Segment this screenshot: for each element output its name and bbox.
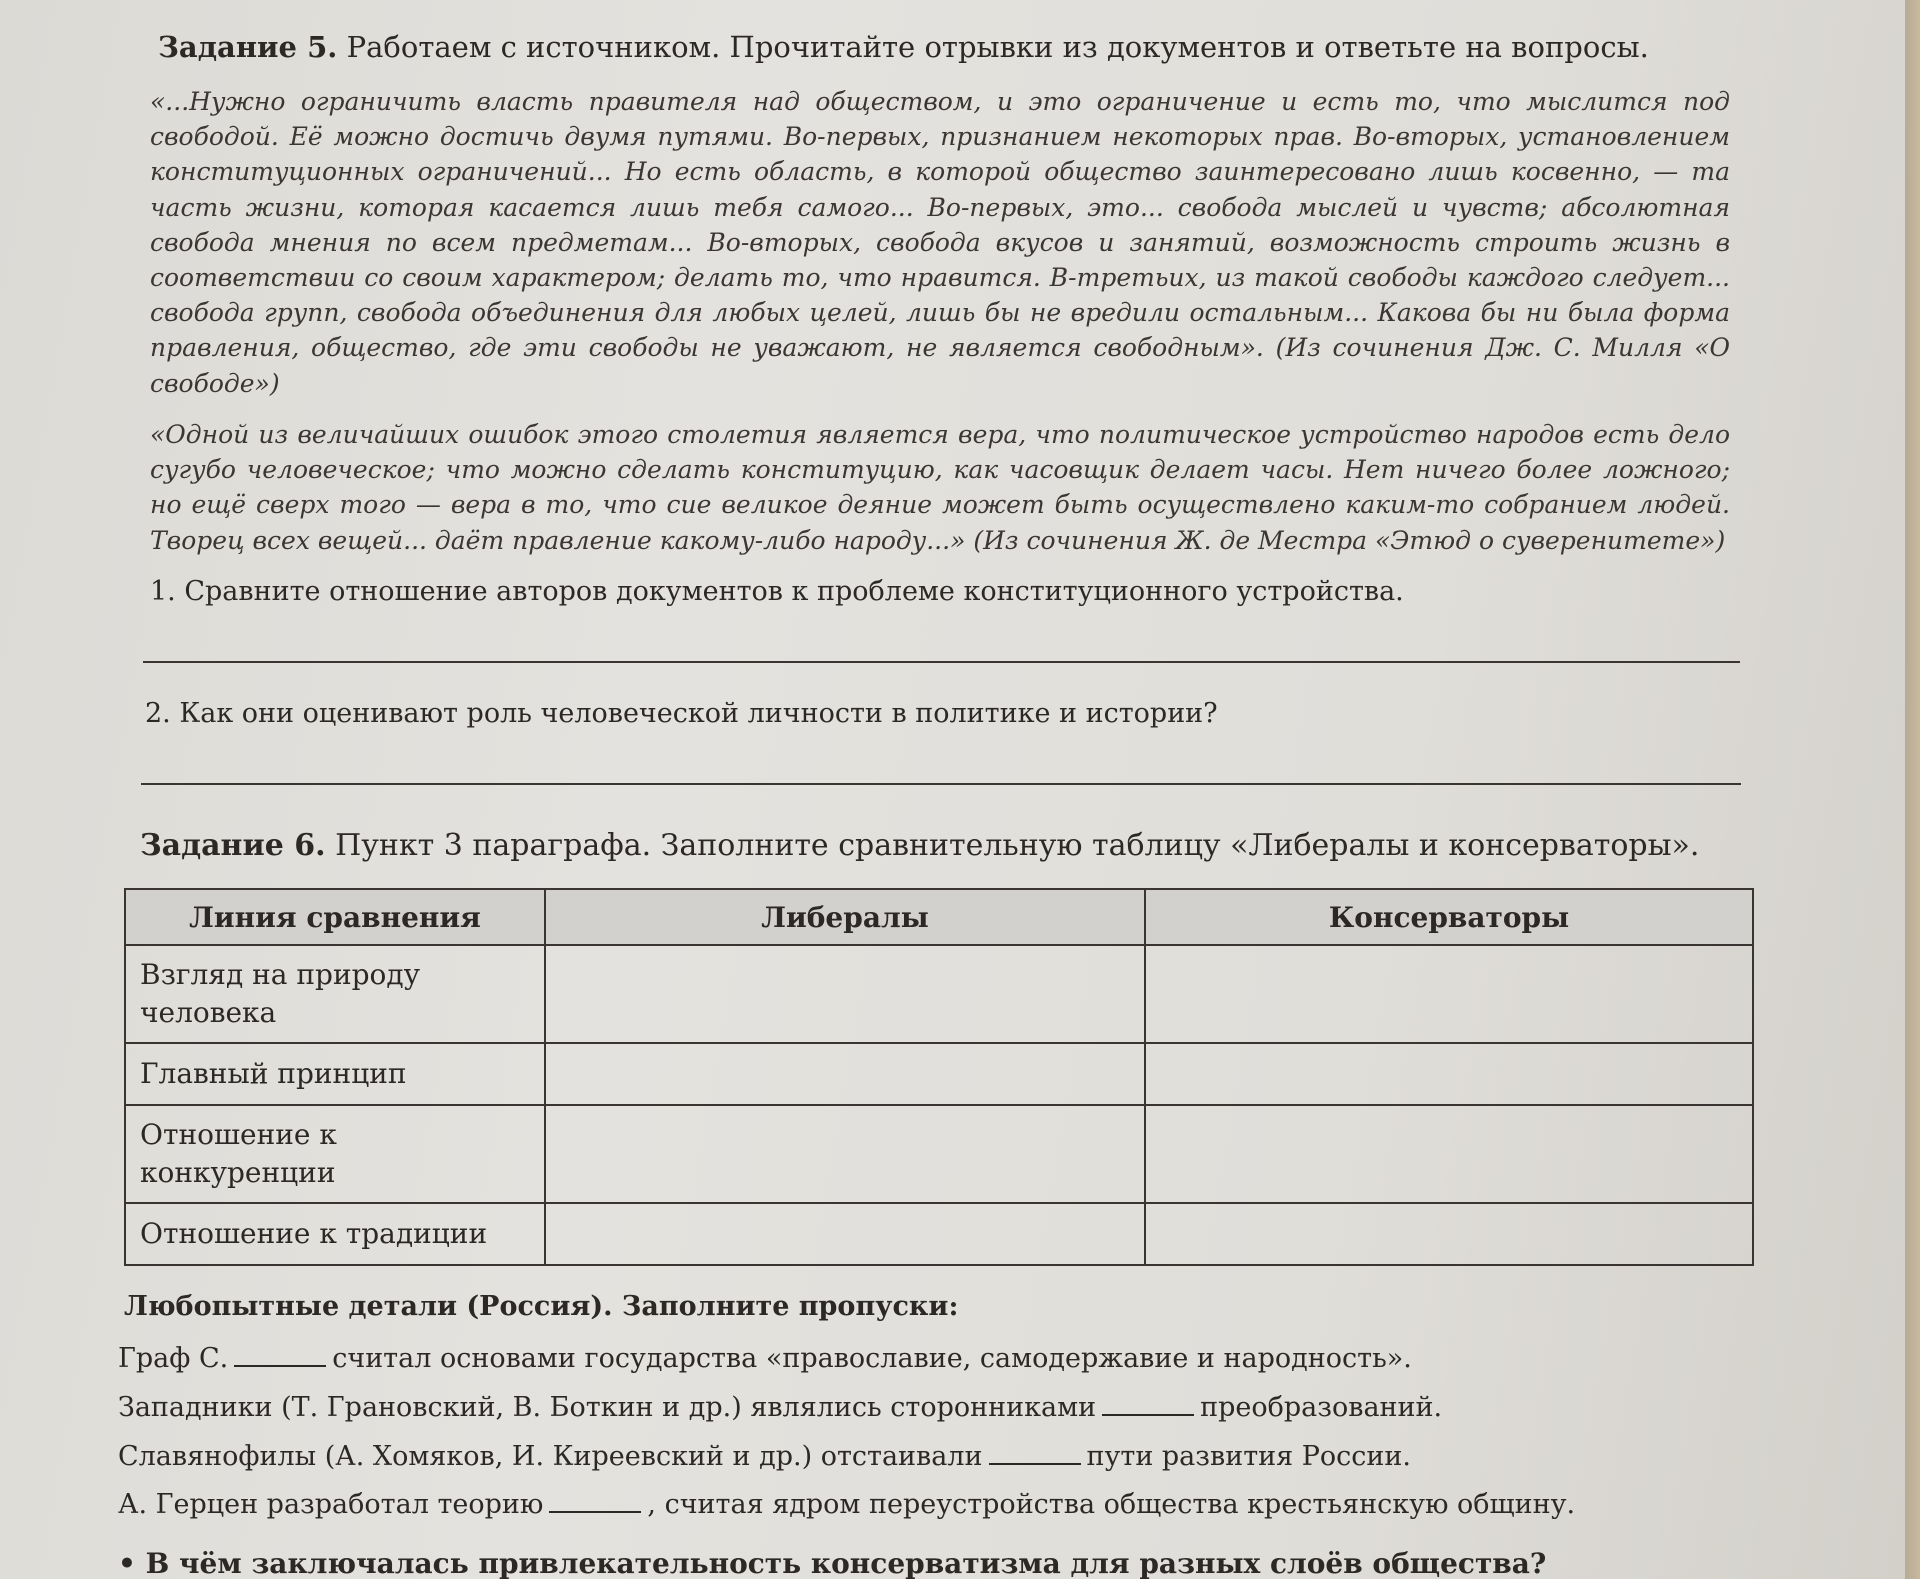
question-1: 1. Сравните отношение авторов документов к проблеме конституционного устройства. bbox=[150, 576, 1404, 607]
fill-in-line-4 bbox=[118, 1489, 1575, 1520]
cell-conservatives[interactable] bbox=[1145, 945, 1753, 1043]
row-label: Главный принцип bbox=[125, 1043, 545, 1105]
header-conservatives: Консерваторы bbox=[1145, 889, 1753, 945]
fill-blank[interactable] bbox=[1102, 1394, 1194, 1416]
fill-in-line-3 bbox=[118, 1441, 1411, 1472]
header-liberals: Либералы bbox=[545, 889, 1145, 945]
fill-text: Западники (Т. Грановский, В. Боткин и др.) являлись сторонниками bbox=[118, 1392, 1097, 1423]
cell-liberals[interactable] bbox=[545, 945, 1145, 1043]
cell-liberals[interactable] bbox=[545, 1105, 1145, 1203]
task5-number: Задание 5. bbox=[158, 30, 338, 64]
fill-blank[interactable] bbox=[989, 1443, 1081, 1465]
quote-de-maistre: «Одной из величайших ошибок этого столетия является вера, что политическое устройство народов есть дело сугубо человеческое; что можно сделать конституцию, как часовщик делает часы. Нет ничего более ложного; но ещё сверх того — вера в то, что сие великое деяние может быть осуществлено каким-то собранием людей. Творец всех вещей... даёт правление какому-либо народу...» (Из сочинения Ж. де Местра «Этюд о суверенитете») bbox=[150, 420, 1730, 555]
table-row bbox=[125, 1105, 1753, 1203]
task5-instruction: Работаем с источником. Прочитайте отрывки из документов и ответьте на вопросы. bbox=[337, 30, 1649, 64]
table-row bbox=[125, 945, 1753, 1043]
cell-conservatives[interactable] bbox=[1145, 1105, 1753, 1203]
comparison-table bbox=[124, 888, 1754, 1266]
table-row bbox=[125, 1203, 1753, 1265]
row-label: Отношение к конкуренции bbox=[125, 1105, 545, 1203]
fill-text: Граф С. bbox=[118, 1343, 229, 1374]
task5-title bbox=[158, 30, 1858, 64]
curious-details-title: Любопытные детали (Россия). Заполните пропуски: bbox=[124, 1291, 959, 1322]
cell-conservatives[interactable] bbox=[1145, 1203, 1753, 1265]
cell-conservatives[interactable] bbox=[1145, 1043, 1753, 1105]
fill-text: пути развития России. bbox=[1086, 1441, 1411, 1472]
fill-blank[interactable] bbox=[549, 1491, 641, 1513]
fill-in-line-2 bbox=[118, 1392, 1442, 1423]
task6-instruction: Пункт 3 параграфа. Заполните сравнительную таблицу «Либералы и консерваторы». bbox=[325, 828, 1700, 863]
answer-line-1[interactable] bbox=[143, 661, 1740, 663]
page-edge bbox=[1905, 0, 1920, 1579]
table-header-row bbox=[125, 889, 1753, 945]
fill-text: А. Герцен разработал теорию bbox=[118, 1489, 544, 1520]
task6-title bbox=[140, 828, 1699, 863]
task6-number: Задание 6. bbox=[140, 828, 326, 863]
fill-text: считал основами государства «православие, самодержавие и народность». bbox=[332, 1343, 1412, 1374]
answer-line-2[interactable] bbox=[141, 783, 1741, 785]
row-label: Взгляд на природу человека bbox=[125, 945, 545, 1043]
fill-text: , считая ядром переустройства общества крестьянскую общину. bbox=[647, 1489, 1576, 1520]
table-row bbox=[125, 1043, 1753, 1105]
quote-mill: «...Нужно ограничить власть правителя над обществом, и это ограничение и есть то, что мыслится под свободой. Её можно достичь двумя путями. Во-первых, признанием некоторых прав. Во-вторых, установлением конституционных ограничений... Но есть область, в которой общество заинтересовано лишь косвенно, — та часть жизни, которая касается лишь тебя самого... Во-первых, это... свобода мыслей и чувств; абсолютная свобода мнения по всем предметам... Во-вторых, свобода вкусов и занятий, возможность строить жизнь в соответствии со своим характером; делать то, что нравится. В-третьих, из такой свободы каждого следует... свобода групп, свобода объединения для любых целей, лишь бы не вредили остальным... Какова бы ни была форма правления, общество, где эти свободы не уважают, не является свободным». (Из сочинения Дж. С. Милля «О свободе») bbox=[150, 87, 1730, 398]
fill-text: Славянофилы (А. Хомяков, И. Киреевский и др.) отстаивали bbox=[118, 1441, 983, 1472]
cell-liberals[interactable] bbox=[545, 1203, 1145, 1265]
question-2: 2. Как они оценивают роль человеческой личности в политике и истории? bbox=[145, 698, 1218, 729]
cell-liberals[interactable] bbox=[545, 1043, 1145, 1105]
fill-text: преобразований. bbox=[1200, 1392, 1443, 1423]
fill-blank[interactable] bbox=[234, 1345, 326, 1367]
fill-in-line-1 bbox=[118, 1343, 1412, 1374]
row-label: Отношение к традиции bbox=[125, 1203, 545, 1265]
header-comparison-line: Линия сравнения bbox=[125, 889, 545, 945]
final-question: • В чём заключалась привлекательность консерватизма для разных слоёв общества? bbox=[118, 1547, 1547, 1579]
